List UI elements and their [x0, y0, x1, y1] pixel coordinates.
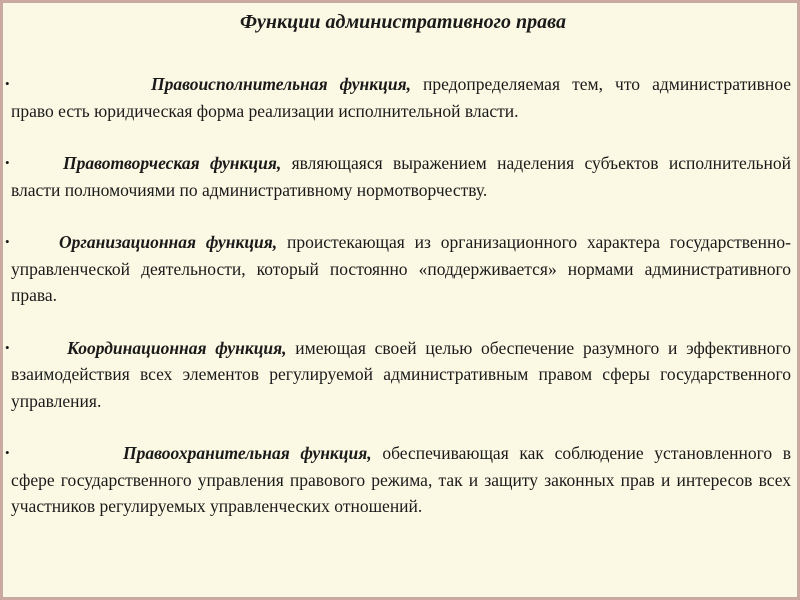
bullet-icon: •	[5, 155, 10, 170]
bullet-icon: •	[5, 76, 10, 91]
item-term: Координационная функция,	[67, 337, 287, 358]
slide-title: Функции административного права	[240, 11, 566, 33]
item-text: имеющая своей целью обеспечение разумного и эффективного взаимодействия всех элементов регулируемой административным правом сферы государственного управления.	[11, 337, 791, 411]
item-term: Правотворческая функция,	[63, 153, 282, 173]
list-item	[5, 440, 791, 520]
item-term: Правоохранительная функция,	[123, 443, 372, 463]
item-term: Организационная функция,	[59, 232, 278, 252]
item-term: Правоисполнительная функция,	[151, 74, 411, 94]
bullet-icon: •	[5, 445, 10, 460]
list-item	[5, 335, 791, 415]
item-text: проистекающая из организационного характера государственно-управленческой деятельности, который постоянно «поддерживается» нормами административного права.	[11, 232, 791, 305]
bullet-icon: •	[5, 339, 10, 355]
item-text: являющаяся выражением наделения субъектов исполнительной власти полномочиями по административному нормотворчеству.	[11, 153, 792, 200]
item-text: предопределяемая тем, что административное право есть юридическая форма реализации исполнительной власти.	[11, 74, 791, 121]
function-list	[5, 71, 792, 546]
list-item	[5, 71, 791, 124]
bullet-icon: •	[5, 234, 10, 249]
list-item	[5, 229, 791, 309]
list-item	[5, 150, 792, 203]
item-text: обеспечивающая как соблюдение установленного в сфере государственного управления правового режима, так и защиту законных прав и интересов всех участников регулируемых управленческих отношений.	[11, 443, 791, 516]
